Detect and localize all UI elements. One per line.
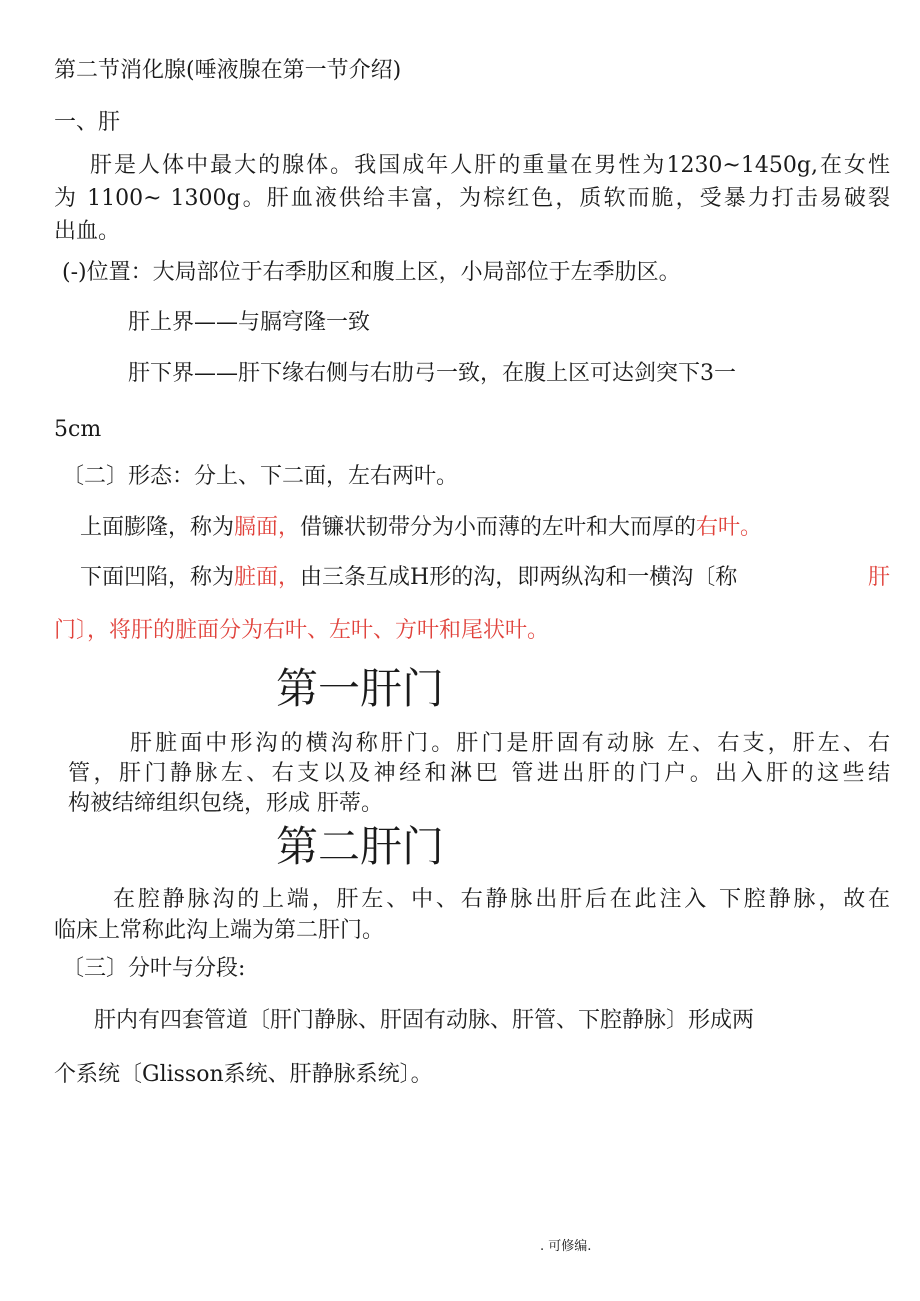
porta-1-title: 第一肝门 (276, 664, 445, 713)
intro-line-1: 肝是人体中最大的腺体。我国成年人肝的重量在男性为1230~1450g,在女性 (90, 153, 890, 178)
upper-surface-mid: 借镰状韧带分为小而薄的左叶和大而厚的 (300, 515, 697, 540)
upper-bound: 肝上界——与膈穹隆一致 (128, 310, 371, 335)
porta-1-line-2: 管，肝门静脉左、右支以及神经和淋巴 管进出肝的门户。出入肝的这些结 (68, 761, 890, 786)
lower-surface-pre: 下面凹陷，称为 (80, 565, 235, 590)
section-title: 第二节消化腺(唾液腺在第一节介绍) (54, 58, 402, 83)
lower-bound: 肝下界——肝下缘右侧与右肋弓一致，在腹上区可达剑突下3一 (128, 361, 736, 386)
right-lobe-term: 右叶。 (696, 515, 763, 540)
upper-surface-line (80, 517, 762, 539)
position-heading: (-)位置：大局部位于右季肋区和腹上区，小局部位于左季肋区。 (62, 260, 681, 285)
porta-2-line-2: 临床上常称此沟上端为第二肝门。 (54, 918, 385, 943)
lobes-line-1: 肝内有四套管道〔肝门静脉、肝固有动脉、肝管、下腔静脉〕形成两 (94, 1008, 755, 1033)
lower-surface-mid: 由三条互成H形的沟，即两纵沟和一横沟〔称 (300, 565, 738, 590)
porta-1-line-3: 构被结缔组织包绕，形成 肝蒂。 (68, 791, 383, 816)
part-heading: 一、肝 (54, 110, 121, 135)
visceral-surface-term: 脏面， (234, 565, 301, 590)
lobes-heading: 〔三〕分叶与分段: (62, 956, 246, 981)
intro-line-2: 为 1100~ 1300g。肝血液供给丰富，为棕红色，质软而脆，受暴力打击易破裂 (54, 186, 890, 211)
intro-line-3: 出血。 (54, 219, 121, 244)
porta-2-title: 第二肝门 (276, 822, 445, 871)
porta-term-start: 肝 (868, 565, 891, 590)
porta-2-line-1: 在腔静脉沟的上端，肝左、中、右静脉出肝后在此注入 下腔静脉，故在 (113, 887, 890, 912)
lower-bound-cont: 5cm (54, 417, 102, 442)
lobes-line-2: 个系统〔Glisson系统、肝静脉系统〕。 (54, 1062, 433, 1087)
upper-surface-pre: 上面膨隆，称为 (80, 515, 235, 540)
lower-surface-cont: 门〕，将肝的脏面分为右叶、左叶、方叶和尾状叶。 (54, 618, 550, 643)
diaphragmatic-surface-term: 膈面， (234, 515, 301, 540)
page-footer: . 可修编. (540, 1239, 592, 1254)
lower-surface-line (80, 567, 737, 589)
morphology-heading: 〔二〕形态：分上、下二面，左右两叶。 (62, 464, 459, 489)
porta-1-line-1: 肝脏面中形沟的横沟称肝门。肝门是肝固有动脉 左、右支，肝左、右 (130, 731, 890, 756)
